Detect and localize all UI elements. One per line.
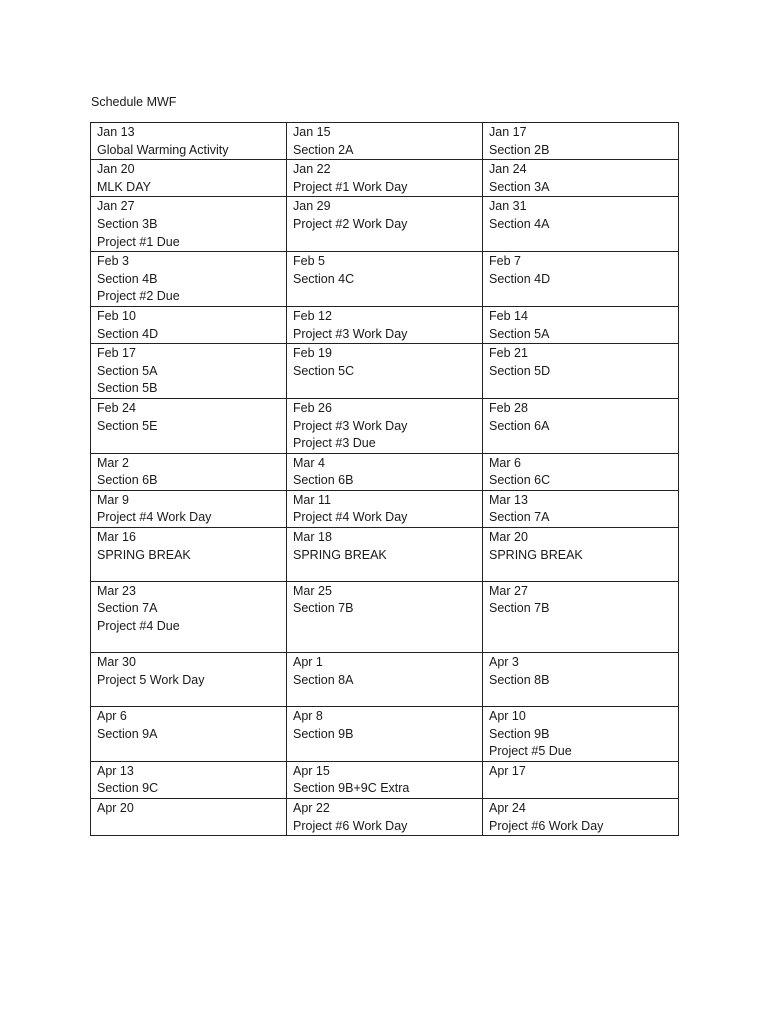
schedule-cell (91, 490, 287, 527)
cell-date: Apr 17 (489, 763, 526, 778)
cell-date: Feb 14 (489, 308, 528, 323)
cell-item: Project #4 Work Day (97, 510, 212, 525)
cell-item: Project #2 Work Day (293, 216, 408, 231)
schedule-cell (91, 160, 287, 197)
cell-date: Mar 4 (293, 455, 325, 470)
schedule-cell (287, 252, 483, 307)
schedule-cell (483, 581, 679, 652)
cell-date: Feb 5 (293, 254, 325, 269)
schedule-cell (483, 653, 679, 707)
cell-date: Jan 31 (489, 199, 527, 214)
cell-date: Mar 18 (293, 530, 332, 545)
table-row (91, 528, 679, 582)
cell-date: Feb 24 (97, 400, 136, 415)
cell-date: Apr 13 (97, 763, 134, 778)
cell-item: Section 3B (97, 216, 158, 231)
cell-item: Section 9B (293, 726, 354, 741)
table-row (91, 306, 679, 343)
cell-item: Section 6A (489, 418, 550, 433)
cell-date: Feb 12 (293, 308, 332, 323)
cell-item: SPRING BREAK (293, 547, 387, 562)
schedule-cell (287, 306, 483, 343)
cell-date: Mar 25 (293, 583, 332, 598)
cell-item: Section 5B (97, 381, 158, 396)
table-row (91, 197, 679, 252)
cell-item: Section 9A (97, 726, 158, 741)
cell-date: Apr 3 (489, 655, 519, 670)
cell-item: Section 4C (293, 271, 355, 286)
schedule-cell (483, 344, 679, 399)
schedule-cell (483, 799, 679, 836)
table-row (91, 344, 679, 399)
schedule-cell (91, 707, 287, 762)
cell-date: Feb 10 (97, 308, 136, 323)
schedule-cell (287, 799, 483, 836)
table-row (91, 160, 679, 197)
cell-date: Apr 20 (97, 801, 134, 816)
schedule-cell (287, 761, 483, 798)
cell-item: Section 6C (489, 473, 551, 488)
schedule-cell (91, 653, 287, 707)
cell-item: Section 6B (97, 473, 158, 488)
schedule-cell (287, 528, 483, 582)
schedule-cell (91, 761, 287, 798)
cell-item: Section 5E (97, 418, 158, 433)
cell-item: Section 4D (97, 326, 159, 341)
cell-item: Section 5C (293, 363, 355, 378)
cell-date: Feb 17 (97, 346, 136, 361)
cell-item: Section 8A (293, 672, 354, 687)
cell-date: Feb 7 (489, 254, 521, 269)
document-title: Schedule MWF (91, 95, 177, 109)
cell-item: Section 5A (97, 363, 158, 378)
cell-item: Section 6B (293, 473, 354, 488)
cell-item: Project #1 Work Day (293, 179, 408, 194)
schedule-cell (483, 490, 679, 527)
cell-date: Feb 21 (489, 346, 528, 361)
cell-item: Section 7B (489, 601, 550, 616)
cell-item: Section 9B (489, 726, 550, 741)
cell-item: MLK DAY (97, 179, 151, 194)
schedule-cell (483, 160, 679, 197)
schedule-cell (91, 344, 287, 399)
cell-date: Apr 15 (293, 763, 330, 778)
table-row (91, 252, 679, 307)
cell-date: Jan 27 (97, 199, 135, 214)
cell-item: Section 7B (293, 601, 354, 616)
cell-date: Jan 24 (489, 162, 527, 177)
cell-date: Jan 17 (489, 125, 527, 139)
cell-date: Mar 13 (489, 492, 528, 507)
cell-date: Mar 2 (97, 455, 129, 470)
schedule-cell (483, 453, 679, 490)
table-row (91, 707, 679, 762)
cell-date: Mar 6 (489, 455, 521, 470)
cell-item: Project #3 Work Day (293, 418, 408, 433)
cell-date: Feb 3 (97, 254, 129, 269)
cell-item: Project #4 Due (97, 619, 180, 634)
cell-item: Project #5 Due (489, 744, 572, 759)
cell-item: Project #3 Due (293, 436, 376, 451)
cell-item: Project #1 Due (97, 234, 180, 249)
schedule-cell (483, 528, 679, 582)
schedule-cell (91, 123, 287, 160)
schedule-cell (483, 398, 679, 453)
cell-date: Mar 16 (97, 530, 136, 545)
schedule-cell (287, 707, 483, 762)
table-row (91, 761, 679, 798)
table-row (91, 398, 679, 453)
cell-date: Mar 30 (97, 655, 136, 670)
cell-item: Global Warming Activity (97, 142, 229, 157)
cell-item: Section 4B (97, 271, 158, 286)
cell-date: Apr 6 (97, 709, 127, 724)
schedule-cell (91, 581, 287, 652)
cell-item: Section 5A (489, 326, 550, 341)
schedule-cell (287, 653, 483, 707)
cell-item: Project #6 Work Day (489, 818, 604, 833)
table-row (91, 453, 679, 490)
table-row (91, 490, 679, 527)
cell-date: Jan 29 (293, 199, 331, 214)
schedule-table-body (91, 123, 679, 836)
cell-date: Mar 11 (293, 492, 331, 507)
cell-item: Project 5 Work Day (97, 672, 205, 687)
cell-date: Mar 9 (97, 492, 129, 507)
cell-date: Mar 20 (489, 530, 528, 545)
cell-item: Section 5D (489, 363, 551, 378)
cell-item: Section 2A (293, 142, 354, 157)
cell-date: Feb 19 (293, 346, 332, 361)
cell-item: Project #4 Work Day (293, 510, 408, 525)
cell-item: Project #6 Work Day (293, 818, 408, 833)
schedule-cell (287, 490, 483, 527)
schedule-cell (287, 197, 483, 252)
cell-item: Section 4D (489, 271, 551, 286)
cell-date: Feb 28 (489, 400, 528, 415)
schedule-cell (91, 306, 287, 343)
cell-date: Apr 10 (489, 709, 526, 724)
schedule-cell (287, 581, 483, 652)
cell-date: Feb 26 (293, 400, 332, 415)
schedule-cell (483, 252, 679, 307)
cell-item: Section 4A (489, 216, 550, 231)
schedule-cell (91, 197, 287, 252)
cell-date: Jan 22 (293, 162, 331, 177)
cell-item: Section 9C (97, 781, 159, 796)
cell-date: Jan 15 (293, 125, 331, 139)
cell-item: Project #2 Due (97, 289, 180, 304)
schedule-cell (287, 344, 483, 399)
cell-date: Mar 27 (489, 583, 528, 598)
cell-item: Project #3 Work Day (293, 326, 408, 341)
cell-date: Jan 13 (97, 125, 135, 139)
cell-item: SPRING BREAK (97, 547, 191, 562)
cell-item: SPRING BREAK (489, 547, 583, 562)
schedule-cell (91, 799, 287, 836)
schedule-cell (287, 398, 483, 453)
schedule-cell (483, 761, 679, 798)
table-row (91, 123, 679, 160)
cell-date: Apr 1 (293, 655, 323, 670)
schedule-cell (91, 252, 287, 307)
schedule-cell (483, 123, 679, 160)
cell-item: Section 9B+9C Extra (293, 781, 410, 796)
table-row (91, 581, 679, 652)
schedule-cell (91, 453, 287, 490)
cell-item: Section 7A (489, 510, 550, 525)
cell-date: Mar 23 (97, 583, 136, 598)
schedule-cell (483, 306, 679, 343)
cell-date: Apr 24 (489, 801, 526, 816)
schedule-cell (287, 123, 483, 160)
cell-item: Section 7A (97, 601, 158, 616)
cell-date: Apr 8 (293, 709, 323, 724)
schedule-cell (91, 528, 287, 582)
schedule-cell (287, 453, 483, 490)
schedule-cell (287, 160, 483, 197)
cell-item: Section 8B (489, 672, 550, 687)
cell-item: Section 3A (489, 179, 550, 194)
schedule-cell (483, 197, 679, 252)
schedule-cell (483, 707, 679, 762)
table-row (91, 653, 679, 707)
schedule-cell (91, 398, 287, 453)
table-row (91, 799, 679, 836)
cell-date: Apr 22 (293, 801, 330, 816)
schedule-table (90, 122, 679, 836)
cell-date: Jan 20 (97, 162, 135, 177)
cell-item: Section 2B (489, 142, 550, 157)
